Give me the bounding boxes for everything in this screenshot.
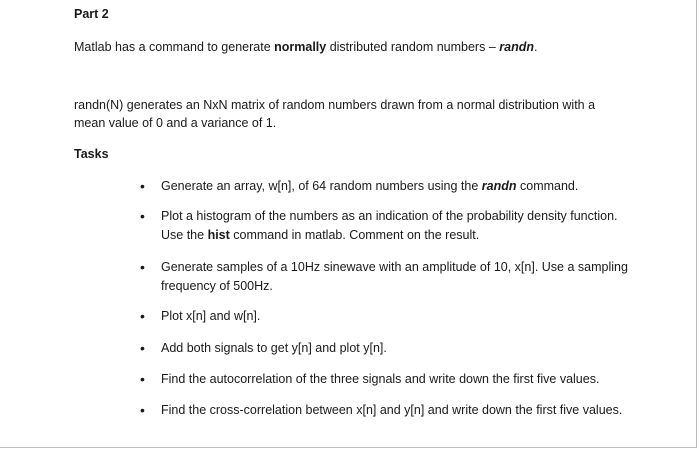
bullet-icon: • (140, 178, 145, 194)
task-text-after: command in matlab. Comment on the result. (229, 228, 480, 242)
task-text: Find the autocorrelation of the three signals and write down the first five values. (161, 372, 600, 386)
task-text (161, 177, 631, 196)
task-text: Plot x[n] and w[n]. (161, 309, 261, 323)
description-line-2: mean value of 0 and a variance of 1. (74, 116, 277, 130)
task-command: hist (207, 228, 230, 242)
bullet-icon: • (140, 308, 145, 324)
bullet-icon: • (140, 259, 145, 275)
intro-text-before: Matlab has a command to generate (74, 40, 275, 54)
intro-command: randn (499, 40, 534, 54)
intro-text-middle: distributed random numbers – (326, 40, 500, 54)
task-text-after: command. (516, 179, 579, 193)
task-command: randn (481, 179, 517, 193)
section-heading: Part 2 (74, 7, 109, 21)
intro-text-after: . (533, 40, 538, 54)
tasks-heading: Tasks (74, 147, 109, 161)
description-paragraph (74, 96, 634, 132)
bullet-icon: • (140, 340, 145, 356)
description-line-1: randn(N) generates an NxN matrix of random numbers drawn from a normal distribution with a (74, 98, 596, 112)
task-line-1: Plot a histogram of the numbers as an indication of the probability density function. (161, 209, 618, 223)
intro-bold-word: normally (274, 40, 327, 54)
task-text-before: Generate an array, w[n], of 64 random numbers using the (161, 179, 482, 193)
bullet-icon: • (140, 371, 145, 387)
task-line-1: Generate samples of a 10Hz sinewave with an amplitude of 10, x[n]. Use a sampling (161, 260, 628, 274)
task-text: Find the cross-correlation between x[n] and y[n] and write down the first five values. (161, 403, 623, 417)
task-text (161, 258, 631, 296)
bullet-icon: • (140, 402, 145, 418)
bullet-icon: • (140, 208, 145, 224)
task-text-before: Use the (161, 228, 208, 242)
task-text (161, 207, 631, 245)
task-line-2: frequency of 500Hz. (161, 279, 273, 293)
task-text: Add both signals to get y[n] and plot y[n]. (161, 341, 387, 355)
intro-paragraph (74, 38, 634, 56)
task-line-2 (161, 226, 631, 245)
